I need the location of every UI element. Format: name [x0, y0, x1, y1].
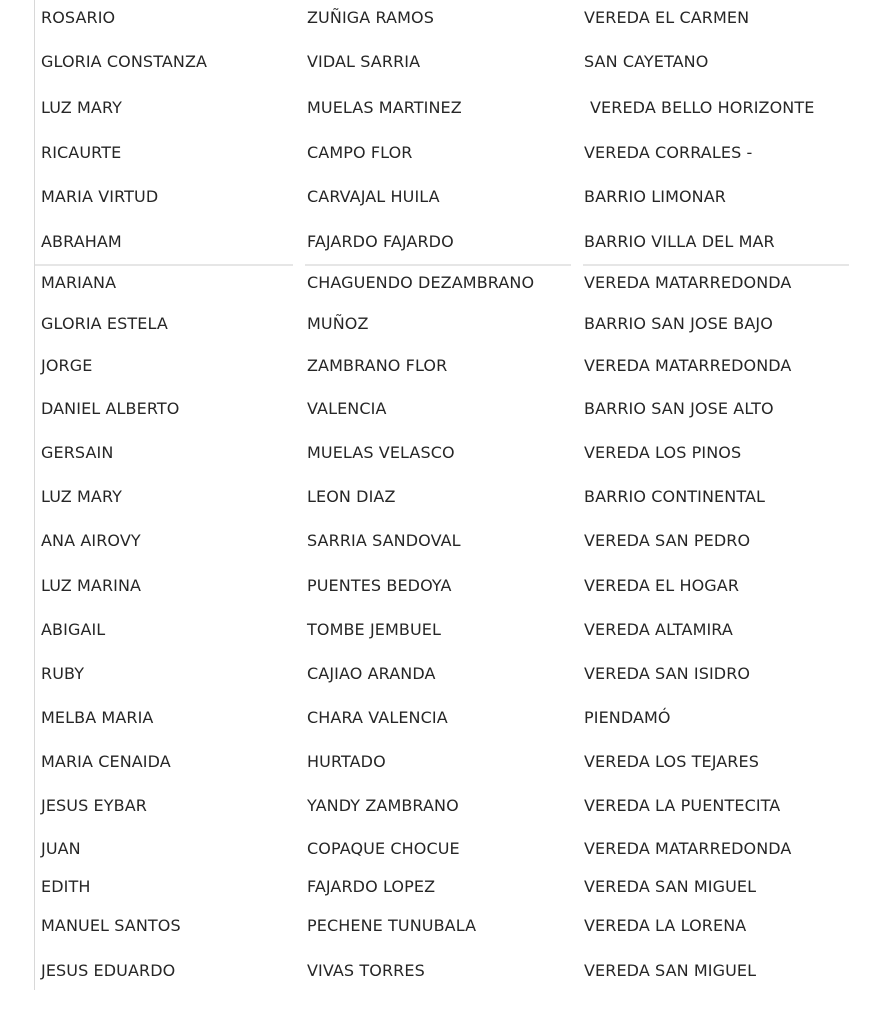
table-row	[35, 615, 855, 645]
row-divider	[35, 264, 293, 266]
first-name-cell: ABRAHAM	[41, 232, 122, 251]
location-cell: VEREDA EL HOGAR	[584, 576, 740, 595]
table-row	[35, 309, 855, 339]
table-row	[35, 703, 855, 733]
last-name-cell: MUELAS VELASCO	[307, 443, 455, 462]
table-row	[35, 3, 855, 33]
last-name-cell: CHARA VALENCIA	[307, 708, 448, 727]
table-row	[35, 834, 855, 864]
location-cell: BARRIO CONTINENTAL	[584, 487, 766, 506]
last-name-cell: ZAMBRANO FLOR	[307, 356, 448, 375]
table-row	[35, 138, 855, 168]
last-name-cell: COPAQUE CHOCUE	[307, 839, 460, 858]
last-name-cell: PUENTES BEDOYA	[307, 576, 452, 595]
first-name-cell: LUZ MARY	[41, 487, 123, 506]
location-cell: VEREDA MATARREDONDA	[584, 273, 792, 292]
table-row	[35, 47, 855, 77]
table-row	[35, 438, 855, 468]
table-row	[35, 227, 855, 257]
table-row	[35, 482, 855, 512]
first-name-cell: GLORIA CONSTANZA	[41, 52, 208, 71]
first-name-cell: JESUS EDUARDO	[41, 961, 176, 980]
table-row	[35, 659, 855, 689]
last-name-cell: YANDY ZAMBRANO	[307, 796, 459, 815]
location-cell: VEREDA LA LORENA	[584, 916, 747, 935]
first-name-cell: ABIGAIL	[41, 620, 106, 639]
location-cell: VEREDA SAN PEDRO	[584, 531, 751, 550]
table-row	[35, 182, 855, 212]
first-name-cell: MELBA MARIA	[41, 708, 154, 727]
location-cell: BARRIO SAN JOSE BAJO	[584, 314, 773, 333]
location-cell: VEREDA LOS PINOS	[584, 443, 742, 462]
last-name-cell: TOMBE JEMBUEL	[307, 620, 441, 639]
table-row	[35, 956, 855, 986]
location-cell: VEREDA MATARREDONDA	[584, 356, 792, 375]
first-name-cell: GERSAIN	[41, 443, 114, 462]
first-name-cell: DANIEL ALBERTO	[41, 399, 180, 418]
first-name-cell: JESUS EYBAR	[41, 796, 147, 815]
location-cell: VEREDA SAN ISIDRO	[584, 664, 751, 683]
last-name-cell: LEON DIAZ	[307, 487, 396, 506]
first-name-cell: EDITH	[41, 877, 91, 896]
records-table	[34, 0, 855, 990]
first-name-cell: LUZ MARY	[41, 98, 123, 117]
table-row	[35, 93, 855, 123]
location-cell: VEREDA MATARREDONDA	[584, 839, 792, 858]
first-name-cell: MANUEL SANTOS	[41, 916, 181, 935]
first-name-cell: RUBY	[41, 664, 85, 683]
first-name-cell: GLORIA ESTELA	[41, 314, 168, 333]
last-name-cell: CAJIAO ARANDA	[307, 664, 436, 683]
table-row	[35, 526, 855, 556]
table-row	[35, 911, 855, 941]
last-name-cell: CARVAJAL HUILA	[307, 187, 440, 206]
location-cell: BARRIO SAN JOSE ALTO	[584, 399, 774, 418]
last-name-cell: CAMPO FLOR	[307, 143, 413, 162]
first-name-cell: MARIA CENAIDA	[41, 752, 171, 771]
last-name-cell: SARRIA SANDOVAL	[307, 531, 461, 550]
last-name-cell: CHAGUENDO DEZAMBRANO	[307, 273, 535, 292]
location-cell: BARRIO LIMONAR	[584, 187, 727, 206]
first-name-cell: JUAN	[41, 839, 81, 858]
last-name-cell: MUÑOZ	[307, 314, 369, 333]
last-name-cell: VALENCIA	[307, 399, 387, 418]
first-name-cell: ROSARIO	[41, 8, 116, 27]
table-row	[35, 571, 855, 601]
first-name-cell: MARIA VIRTUD	[41, 187, 159, 206]
last-name-cell: VIDAL SARRIA	[307, 52, 421, 71]
location-cell: BARRIO VILLA DEL MAR	[584, 232, 775, 251]
last-name-cell: HURTADO	[307, 752, 386, 771]
location-cell: VEREDA LOS TEJARES	[584, 752, 759, 771]
table-row	[35, 268, 855, 298]
last-name-cell: FAJARDO FAJARDO	[307, 232, 454, 251]
location-cell: VEREDA CORRALES -	[584, 143, 753, 162]
first-name-cell: RICAURTE	[41, 143, 122, 162]
location-cell: VEREDA BELLO HORIZONTE	[590, 98, 815, 117]
location-cell: VEREDA EL CARMEN	[584, 8, 750, 27]
last-name-cell: MUELAS MARTINEZ	[307, 98, 462, 117]
location-cell: VEREDA LA PUENTECITA	[584, 796, 781, 815]
first-name-cell: ANA AIROVY	[41, 531, 141, 550]
location-cell: PIENDAMÓ	[584, 708, 671, 727]
first-name-cell: LUZ MARINA	[41, 576, 142, 595]
table-row	[35, 872, 855, 902]
table-row	[35, 394, 855, 424]
location-cell: VEREDA SAN MIGUEL	[584, 961, 757, 980]
table-row	[35, 791, 855, 821]
last-name-cell: FAJARDO LOPEZ	[307, 877, 436, 896]
last-name-cell: VIVAS TORRES	[307, 961, 425, 980]
row-divider	[583, 264, 849, 266]
table-row	[35, 747, 855, 777]
table-row	[35, 351, 855, 381]
row-divider	[305, 264, 571, 266]
first-name-cell: JORGE	[41, 356, 93, 375]
location-cell: VEREDA ALTAMIRA	[584, 620, 733, 639]
location-cell: VEREDA SAN MIGUEL	[584, 877, 757, 896]
location-cell: SAN CAYETANO	[584, 52, 709, 71]
last-name-cell: ZUÑIGA RAMOS	[307, 8, 434, 27]
first-name-cell: MARIANA	[41, 273, 117, 292]
last-name-cell: PECHENE TUNUBALA	[307, 916, 477, 935]
